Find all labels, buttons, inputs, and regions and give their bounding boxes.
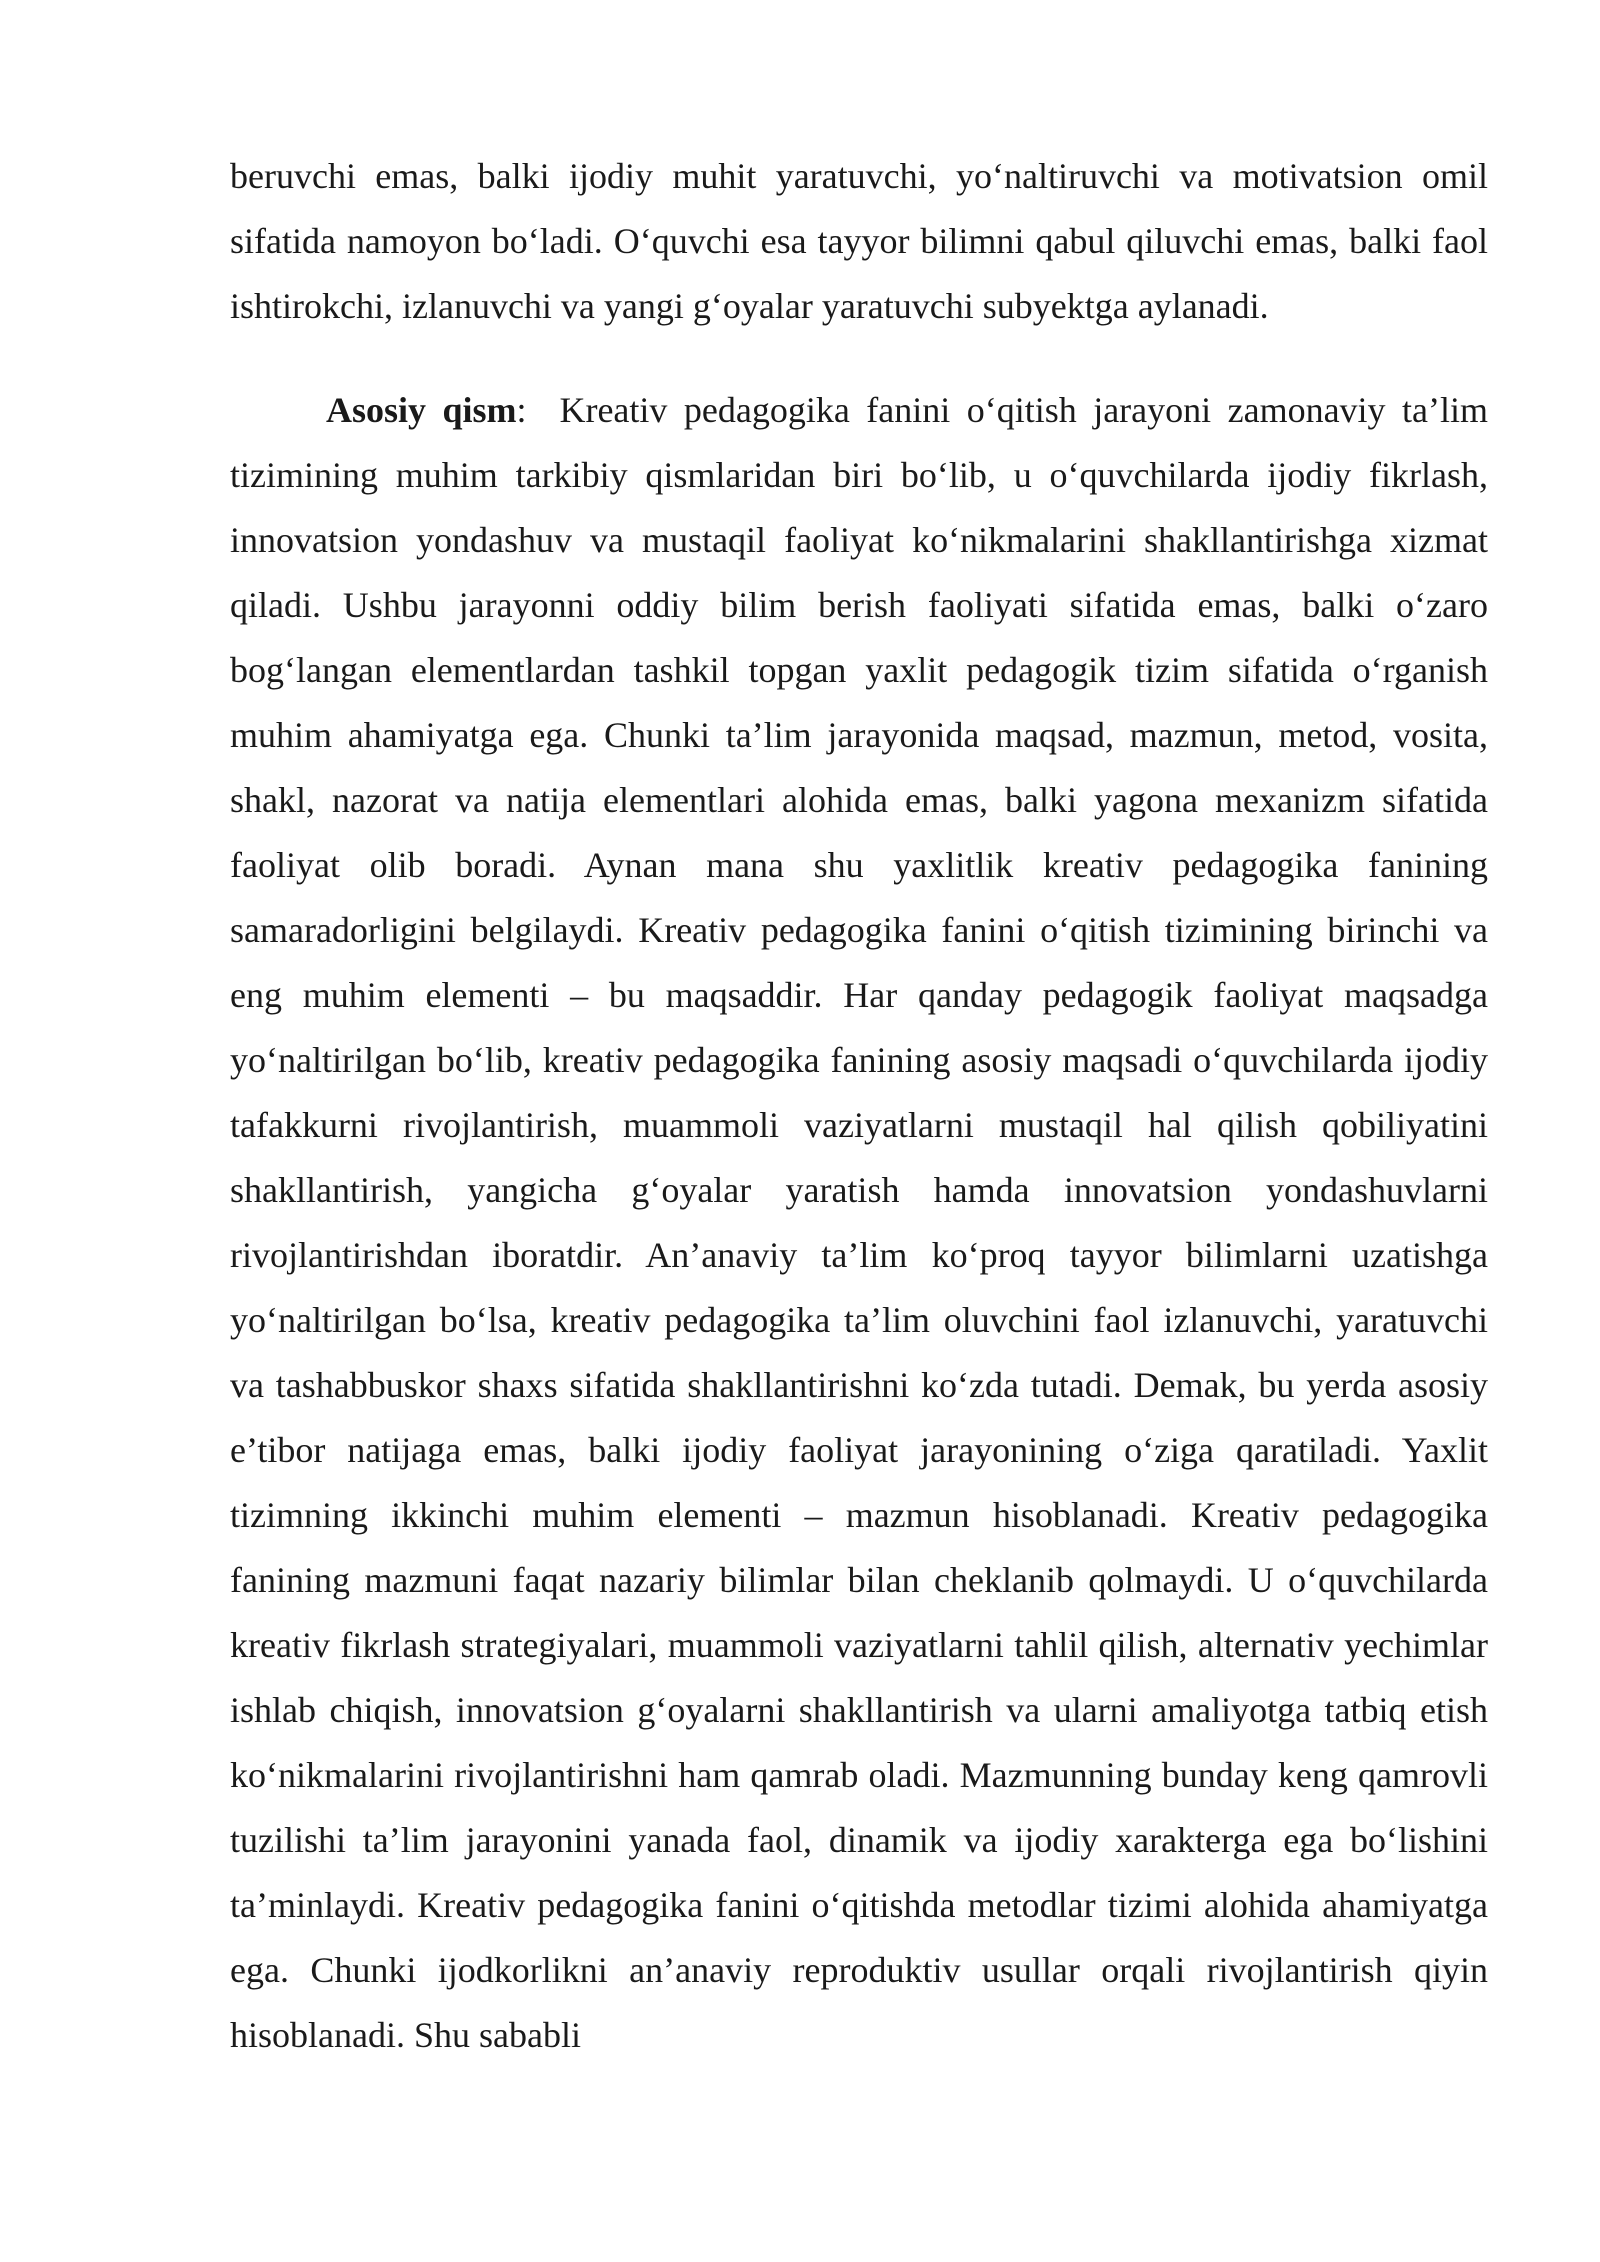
main-section-body: Kreativ pedagogika fanini o‘qitish jarayoni zamonaviy ta’lim tizimining muhim tarkibiy qismlaridan biri bo‘lib, u o‘quvchilarda ijodiy fikrlash, innovatsion yondashuv va mustaqil faoliyat ko‘nikmalarini shakllantirishga xizmat qiladi. Ushbu jarayonni oddiy bilim berish faoliyati sifatida emas, balki o‘zaro bog‘langan elementlardan tashkil topgan yaxlit pedagogik tizim sifatida o‘rganish muhim ahamiyatga ega. Chunki ta’lim jarayonida maqsad, mazmun, metod, vosita, shakl, nazorat va natija elementlari alohida emas, balki yagona mexanizm sifatida faoliyat olib boradi. Aynan mana shu yaxlitlik kreativ pedagogika fanining samaradorligini belgilaydi. Kreativ pedagogika fanini o‘qitish tizimining birinchi va eng muhim elementi – bu maqsaddir. Har qanday pedagogik faoliyat maqsadga yo‘naltirilgan bo‘lib, kreativ pedagogika fanining asosiy maqsadi o‘quvchilarda ijodiy tafakkurni rivojlantirish, muammoli vaziyatlarni mustaqil hal qilish qobiliyatini shakllantirish, yangicha g‘oyalar yaratish hamda innovatsion yondashuvlarni rivojlantirishdan iboratdir. An’anaviy ta’lim ko‘proq tayyor bilimlarni uzatishga yo‘naltirilgan bo‘lsa, kreativ pedagogika ta’lim oluvchini faol izlanuvchi, yaratuvchi va tashabbuskor shaxs sifatida shakllantirishni ko‘zda tutadi. Demak, bu yerda asosiy e’tibor natijaga emas, balki ijodiy faoliyat jarayonining o‘ziga qaratiladi. Yaxlit tizimning ikkinchi muhim elementi – mazmun hisoblanadi. Kreativ pedagogika fanining mazmuni faqat nazariy bilimlar bilan cheklanib qolmaydi. U o‘quvchilarda kreativ fikrlash strategiyalari, muammoli vaziyatlarni tahlil qilish, alternativ yechimlar ishlab chiqish, innovatsion g‘oyalarni shakllantirish va ularni amaliyotga tatbiq etish ko‘nikmalarini rivojlantirishni ham qamrab oladi. Mazmunning bunday keng qamrovli tuzilishi ta’lim jarayonini yanada faol, dinamik va ijodiy xarakterga ega bo‘lishini ta’minlaydi. Kreativ pedagogika fanini o‘qitishda metodlar tizimi alohida ahamiyatga ega. Chunki ijodkorlikni an’anaviy reproduktiv usullar orqali rivojlantirish qiyin hisoblanadi. Shu sababli (230, 390, 1488, 2055)
main-section-paragraph (230, 378, 1488, 2068)
heading-separator: : (516, 390, 527, 430)
section-heading: Asosiy qism (326, 390, 517, 430)
paragraph-continuation: beruvchi emas, balki ijodiy muhit yaratuvchi, yo‘naltiruvchi va motivatsion omil sifatida namoyon bo‘ladi. O‘quvchi esa tayyor bilimni qabul qiluvchi emas, balki faol ishtirokchi, izlanuvchi va yangi g‘oyalar yaratuvchi subyektga aylanadi. (230, 156, 1488, 326)
